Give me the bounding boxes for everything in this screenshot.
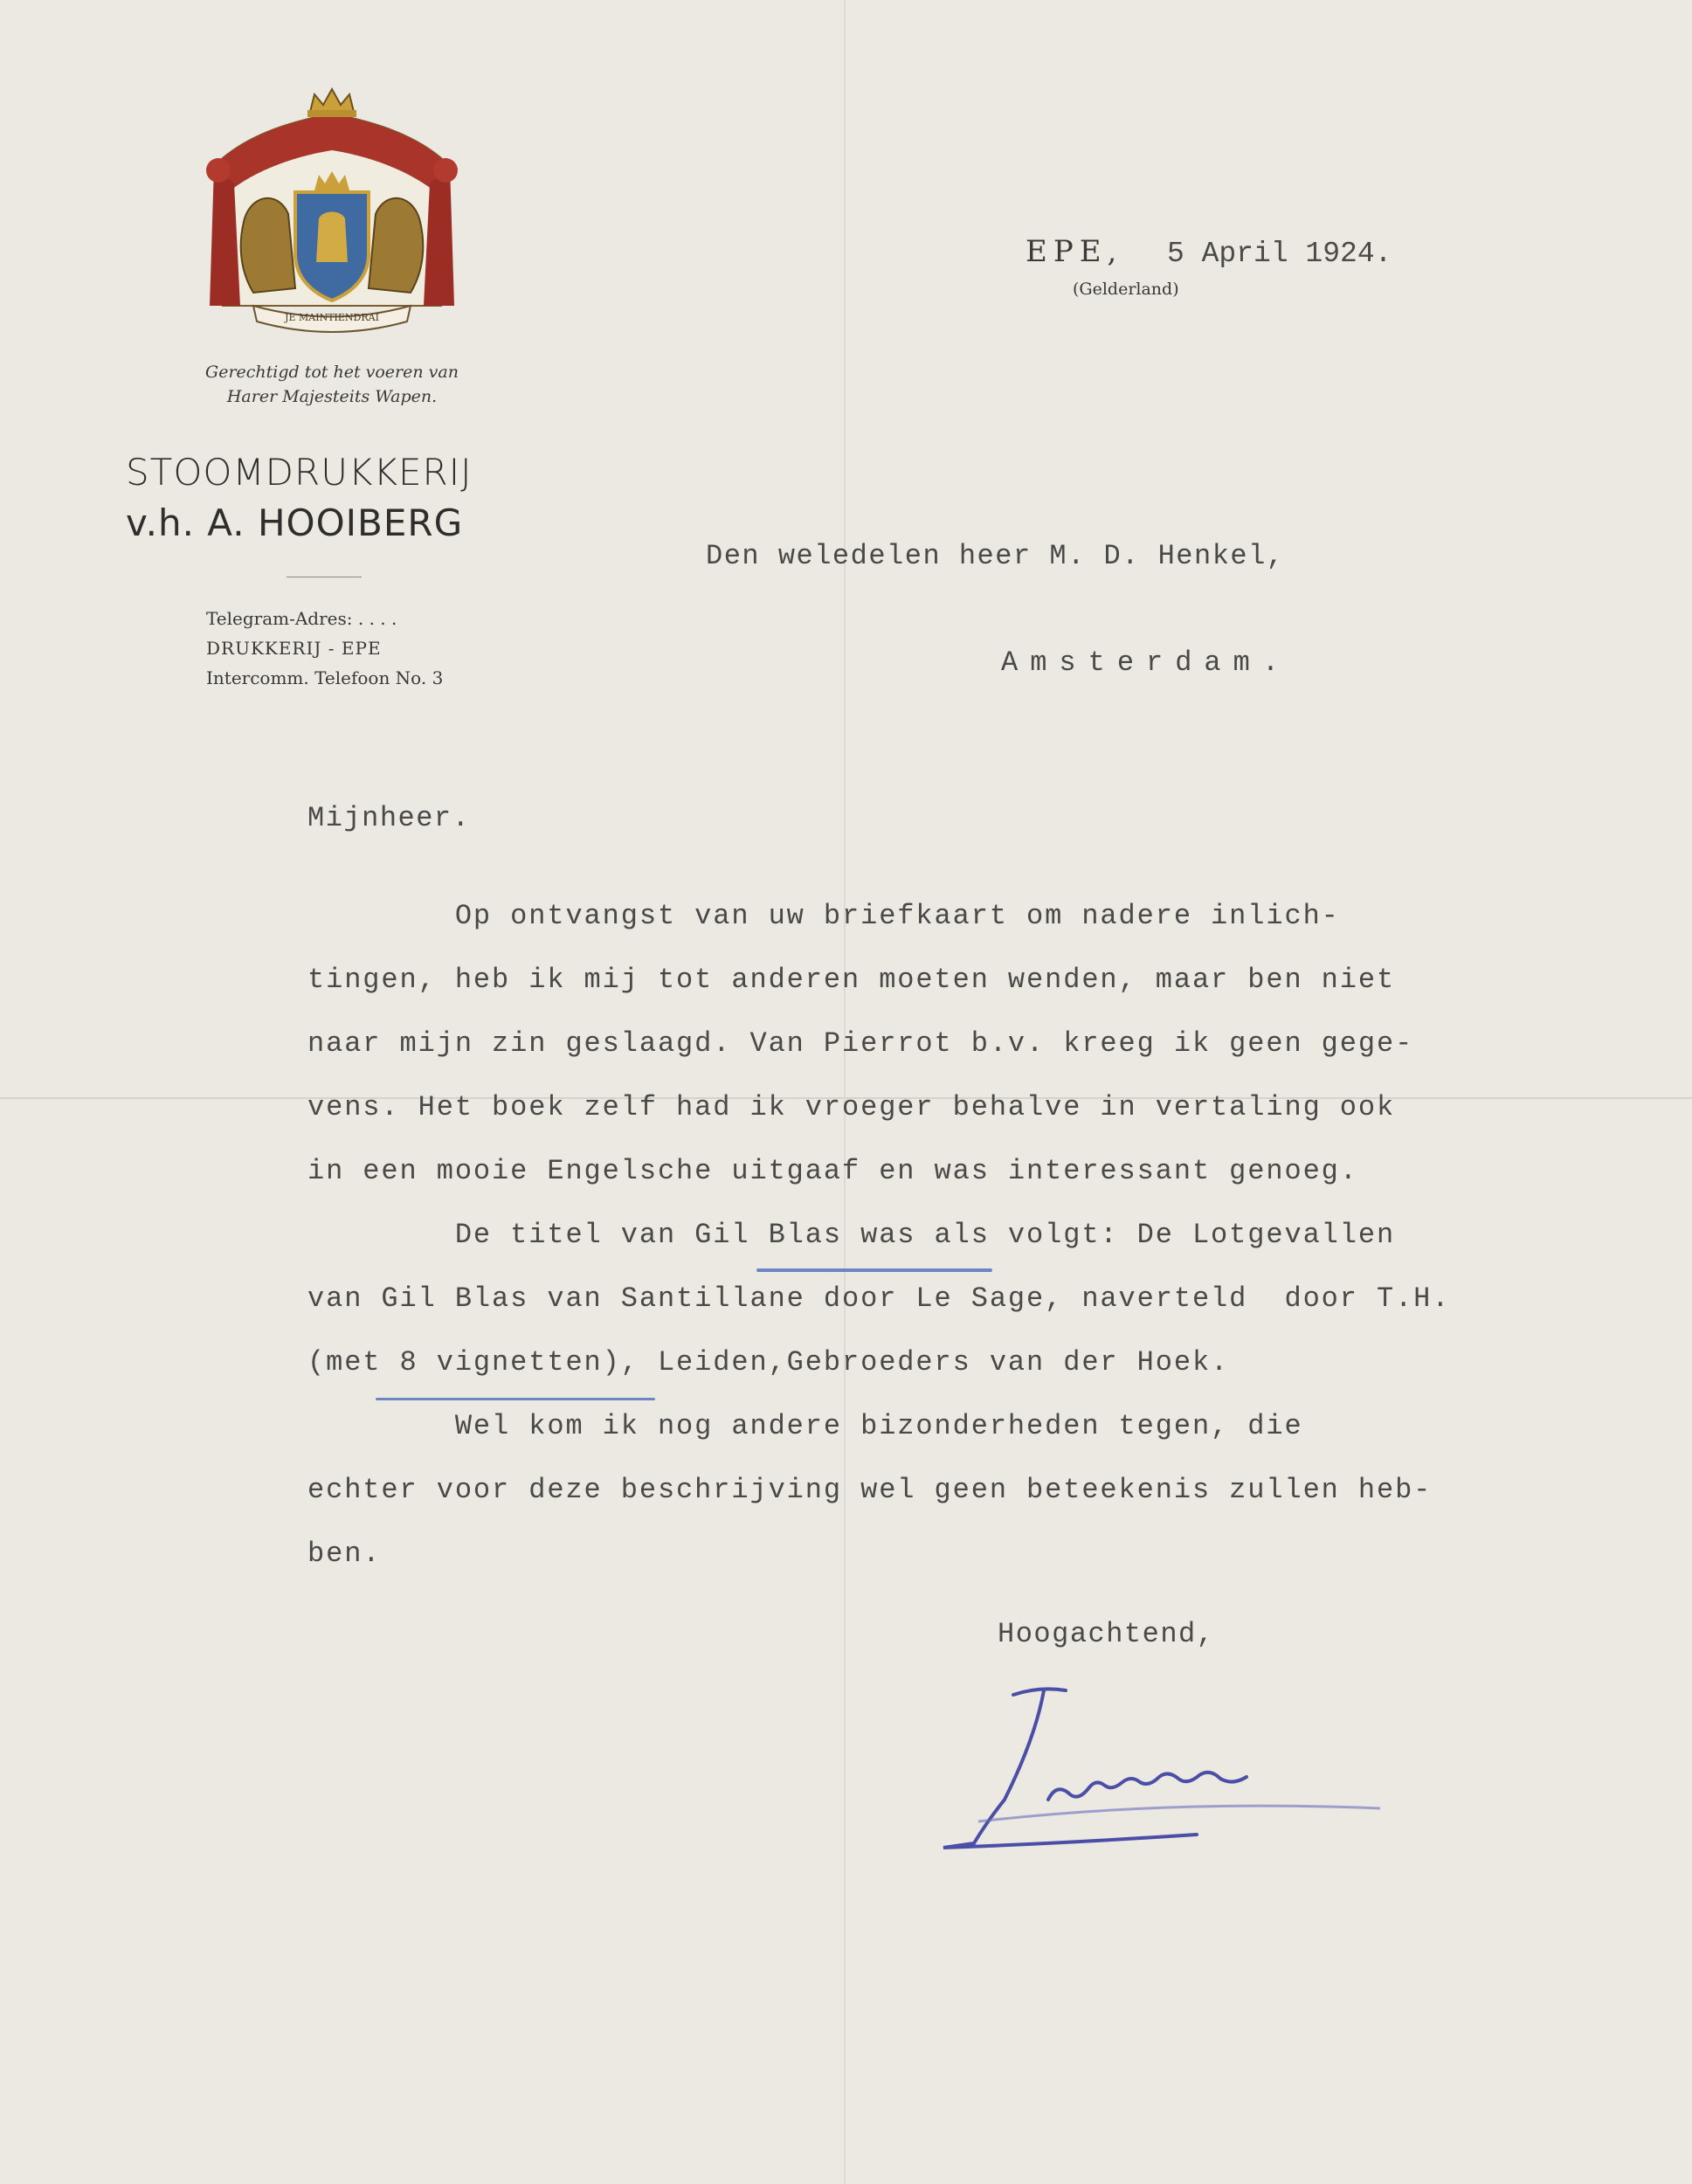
place-region: (Gelderland) bbox=[1073, 280, 1179, 299]
body-line: vens. Het boek zelf had ik vroeger behalve in vertaling ook bbox=[307, 1091, 1396, 1123]
crest-caption bbox=[140, 360, 524, 409]
firm-name-sub: v.h. A. HOOIBERG bbox=[126, 501, 464, 544]
letter-date: 5 April 1924. bbox=[1167, 238, 1392, 270]
body-line: ben. bbox=[307, 1538, 382, 1570]
body-line: Wel kom ik nog andere bizonderheden tegen, die bbox=[307, 1410, 1303, 1442]
body-line: (met 8 vignetten), Leiden,Gebroeders van der Hoek. bbox=[307, 1346, 1230, 1379]
salutation: Mijnheer. bbox=[307, 802, 471, 834]
telegram-address: DRUKKERIJ - EPE bbox=[206, 638, 382, 659]
body-line: in een mooie Engelsche uitgaaf en was interessant genoeg. bbox=[307, 1155, 1358, 1187]
signature-icon bbox=[908, 1669, 1433, 1878]
pencil-underline bbox=[376, 1398, 655, 1400]
telegram-label: Telegram-Adres: . . . . bbox=[206, 608, 397, 629]
body-line: Op ontvangst van uw briefkaart om nadere inlich- bbox=[307, 900, 1340, 932]
closing: Hoogachtend, bbox=[998, 1618, 1215, 1650]
body-line: De titel van Gil Blas was als volgt: De Lotgevallen bbox=[307, 1219, 1396, 1251]
crest-caption-line: Gerechtigd tot het voeren van bbox=[205, 363, 459, 382]
telephone-number: Intercomm. Telefoon No. 3 bbox=[206, 667, 444, 688]
body-line: tingen, heb ik mij tot anderen moeten wenden, maar ben niet bbox=[307, 964, 1396, 996]
recipient-city: Amsterdam. bbox=[1001, 646, 1292, 679]
body-line: naar mijn zin geslaagd. Van Pierrot b.v. kreeg ik geen gege- bbox=[307, 1027, 1414, 1060]
firm-name: STOOMDRUKKERIJ bbox=[126, 451, 473, 494]
place-name: EPE, bbox=[1026, 234, 1123, 269]
pencil-underline bbox=[756, 1268, 992, 1272]
coat-of-arms-icon bbox=[192, 87, 472, 349]
body-line: van Gil Blas van Santillane door Le Sage, naverteld door T.H. bbox=[307, 1282, 1451, 1315]
crest-caption-line: Harer Majesteits Wapen. bbox=[226, 387, 438, 406]
svg-text:JE MAINTIENDRAI: JE MAINTIENDRAI bbox=[285, 312, 379, 323]
recipient-name: Den weledelen heer M. D. Henkel, bbox=[706, 540, 1285, 572]
body-line: echter voor deze beschrijving wel geen beteekenis zullen heb- bbox=[307, 1474, 1433, 1506]
